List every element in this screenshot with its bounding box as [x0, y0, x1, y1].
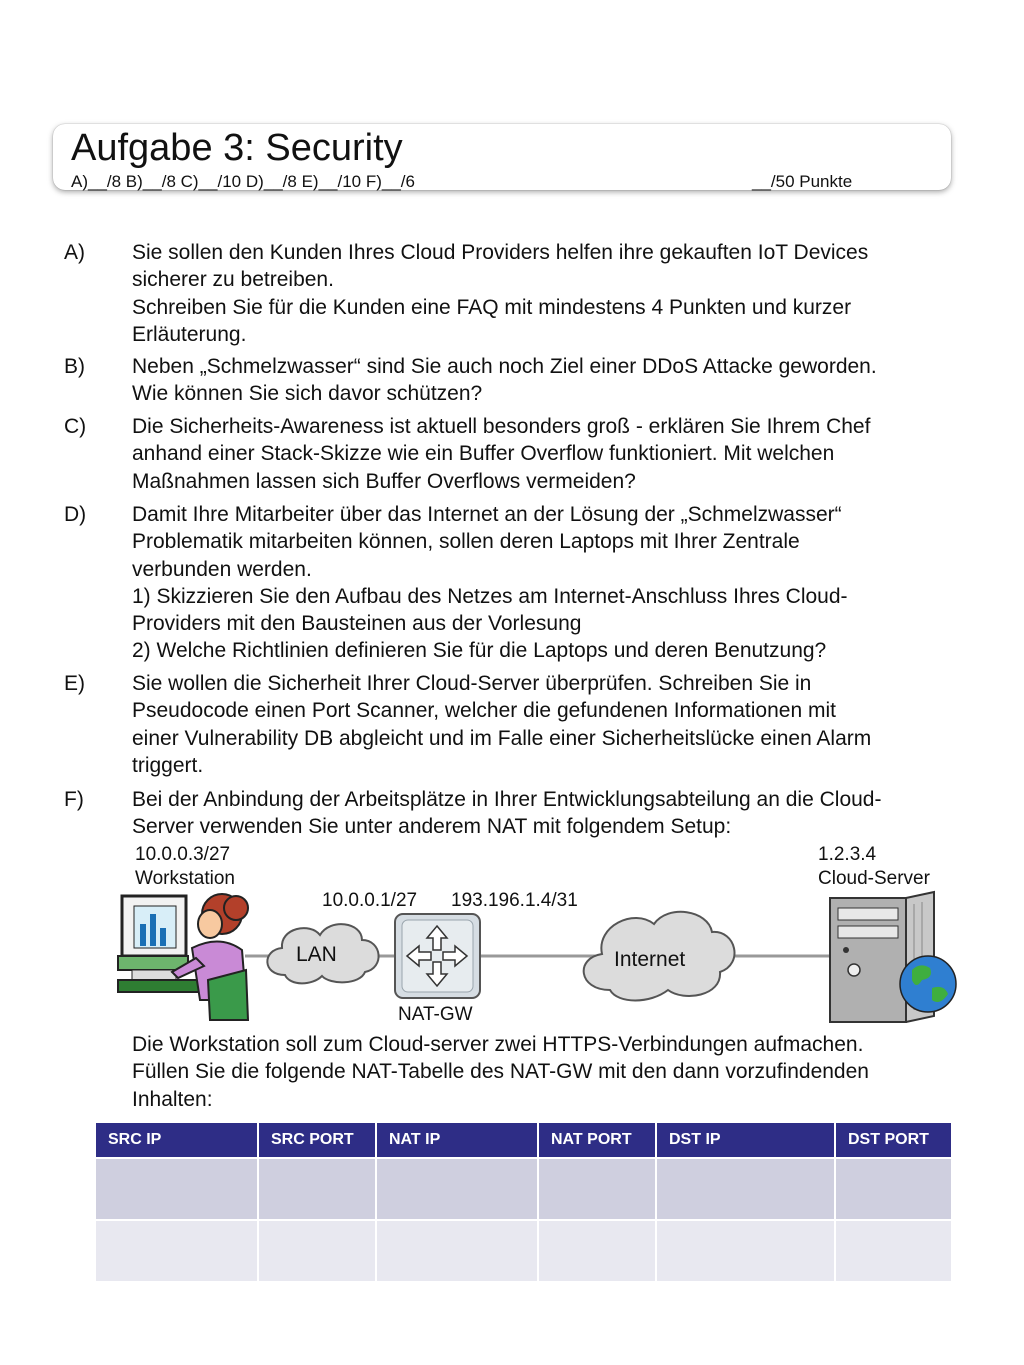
task-label: B) — [64, 355, 85, 378]
col-src-port: SRC PORT — [258, 1123, 376, 1158]
workstation-person-icon — [118, 894, 248, 1020]
network-diagram — [0, 880, 1024, 1030]
server-ip: 1.2.3.4 — [818, 844, 877, 865]
table-cell[interactable] — [656, 1158, 835, 1220]
table-cell[interactable] — [835, 1220, 952, 1281]
task-label: C) — [64, 415, 87, 438]
task-text: Sie sollen den Kunden Ihres Cloud Providers helfen ihre gekauften IoT Devices sicherer zu betreiben. Schreiben Sie für die Kunden eine FAQ mit mindestens 4 Punkten und kurzer Erläuterung. — [132, 241, 869, 346]
workstation-label: Workstation — [135, 868, 235, 889]
server-label: Cloud-Server — [818, 868, 930, 889]
col-dst-ip: DST IP — [656, 1123, 835, 1158]
router-icon — [395, 914, 480, 998]
table-cell[interactable] — [96, 1220, 258, 1281]
table-cell[interactable] — [376, 1220, 538, 1281]
task-text: Die Sicherheits-Awareness ist aktuell besonders groß - erklären Sie Ihrem Chef anhand einer Stack-Skizze wie ein Buffer Overflow funktioniert. Mit welchen Maßnahmen lassen sich Buffer Overflows vermeiden? — [132, 415, 871, 493]
table-row — [96, 1158, 952, 1220]
col-nat-port: NAT PORT — [538, 1123, 656, 1158]
gateway-outer-ip: 193.196.1.4/31 — [451, 890, 578, 911]
table-cell[interactable] — [96, 1158, 258, 1220]
nat-table — [96, 1123, 953, 1281]
gateway-inner-ip: 10.0.0.1/27 — [322, 890, 418, 911]
table-cell[interactable] — [538, 1158, 656, 1220]
gateway-label: NAT-GW — [398, 1004, 473, 1025]
table-header-row — [96, 1123, 952, 1158]
lan-label: LAN — [296, 943, 337, 966]
table-cell[interactable] — [258, 1158, 376, 1220]
table-row — [96, 1220, 952, 1281]
table-cell[interactable] — [835, 1158, 952, 1220]
task-text: Sie wollen die Sicherheit Ihrer Cloud-Server überprüfen. Schreiben Sie in Pseudocode einen Port Scanner, welcher die gefundenen Informationen mit einer Vulnerability DB abgleicht und im Falle einer Sicherheitslücke einen Alarm triggert. — [132, 672, 872, 777]
task-label: E) — [64, 672, 85, 695]
score-breakdown: A)__/8 B)__/8 C)__/10 D)__/8 E)__/10 F)__/6 — [71, 172, 415, 191]
col-nat-ip: NAT IP — [376, 1123, 538, 1158]
total-points: __/50 Punkte — [752, 172, 853, 191]
task-label: A) — [64, 241, 85, 264]
task-text: Bei der Anbindung der Arbeitsplätze in Ihrer Entwicklungsabteilung an die Cloud- Server verwenden Sie unter anderem NAT mit folgendem Setup: — [132, 788, 882, 839]
task-label: F) — [64, 788, 84, 811]
table-cell[interactable] — [376, 1158, 538, 1220]
table-cell[interactable] — [538, 1220, 656, 1281]
task-text: Neben „Schmelzwasser“ sind Sie auch noch Ziel einer DDoS Attacke geworden. Wie können Sie sich davor schützen? — [132, 355, 877, 406]
nat-instructions: Die Workstation soll zum Cloud-server zwei HTTPS-Verbindungen aufmachen. Füllen Sie die folgende NAT-Tabelle des NAT-GW mit den dann vorzufindenden Inhalten: — [132, 1033, 869, 1111]
server-icon — [830, 892, 956, 1022]
col-src-ip: SRC IP — [96, 1123, 258, 1158]
table-cell[interactable] — [258, 1220, 376, 1281]
table-cell[interactable] — [656, 1220, 835, 1281]
workstation-ip: 10.0.0.3/27 — [135, 844, 231, 865]
task-text: Damit Ihre Mitarbeiter über das Internet an der Lösung der „Schmelzwasser“ Problematik mitarbeiten können, sollen deren Laptops mit Ihrer Zentrale verbunden werden. 1) Skizzieren Sie den Aufbau des Netzes am Internet-Anschluss Ihres Cloud- Providers mit den Bausteinen aus der Vorlesung 2) Welche Richtlinien definieren Sie für die Laptops und deren Benutzung? — [132, 503, 848, 663]
col-dst-port: DST PORT — [835, 1123, 952, 1158]
page-title: Aufgabe 3: Security — [71, 127, 403, 169]
task-label: D) — [64, 503, 87, 526]
internet-label: Internet — [614, 948, 686, 971]
